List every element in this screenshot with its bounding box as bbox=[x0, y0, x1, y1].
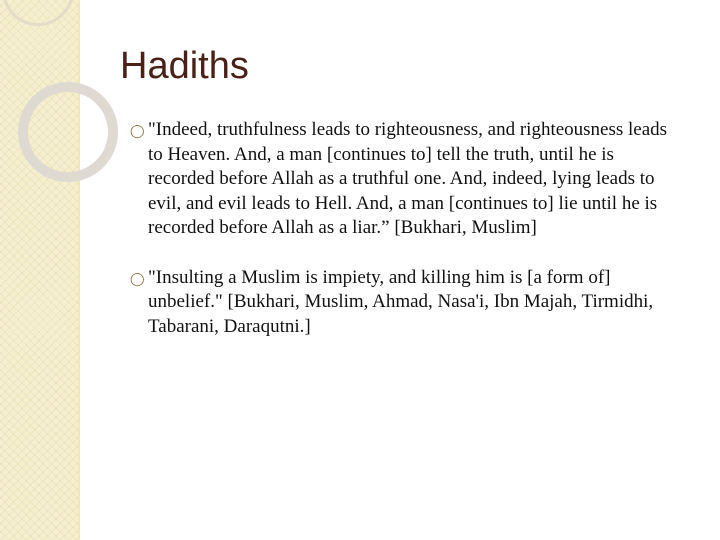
hollow-bullet-icon: ◯ bbox=[130, 123, 145, 138]
hollow-bullet-icon: ◯ bbox=[130, 270, 145, 286]
bullet-list bbox=[130, 118, 678, 364]
bullet-text: "Insulting a Muslim is impiety, and killing him is [a form of] unbelief." [Bukhari, Muslim, Ahmad, Nasa'i, Ibn Majah, Tirmidhi, Tabarani, Daraqutni.] bbox=[148, 266, 654, 337]
decorative-ring bbox=[18, 82, 118, 182]
slide-title: Hadiths bbox=[120, 45, 249, 87]
bullet-text: "Indeed, truthfulness leads to righteousness, and righteousness leads to Heaven. And, a man [continues to] tell the truth, until he is recorded before Allah as a truthful one. And, indeed, lying leads to evil, and evil leads to Hell. And, a man [continues to] lie until he is recorded before Allah as a liar.” [Bukhari, Muslim] bbox=[148, 119, 668, 238]
side-band-edge bbox=[78, 0, 80, 540]
bullet-item-hadith-2 bbox=[130, 266, 678, 340]
decorative-side-band bbox=[0, 0, 78, 540]
bullet-item-hadith-1 bbox=[130, 118, 678, 241]
